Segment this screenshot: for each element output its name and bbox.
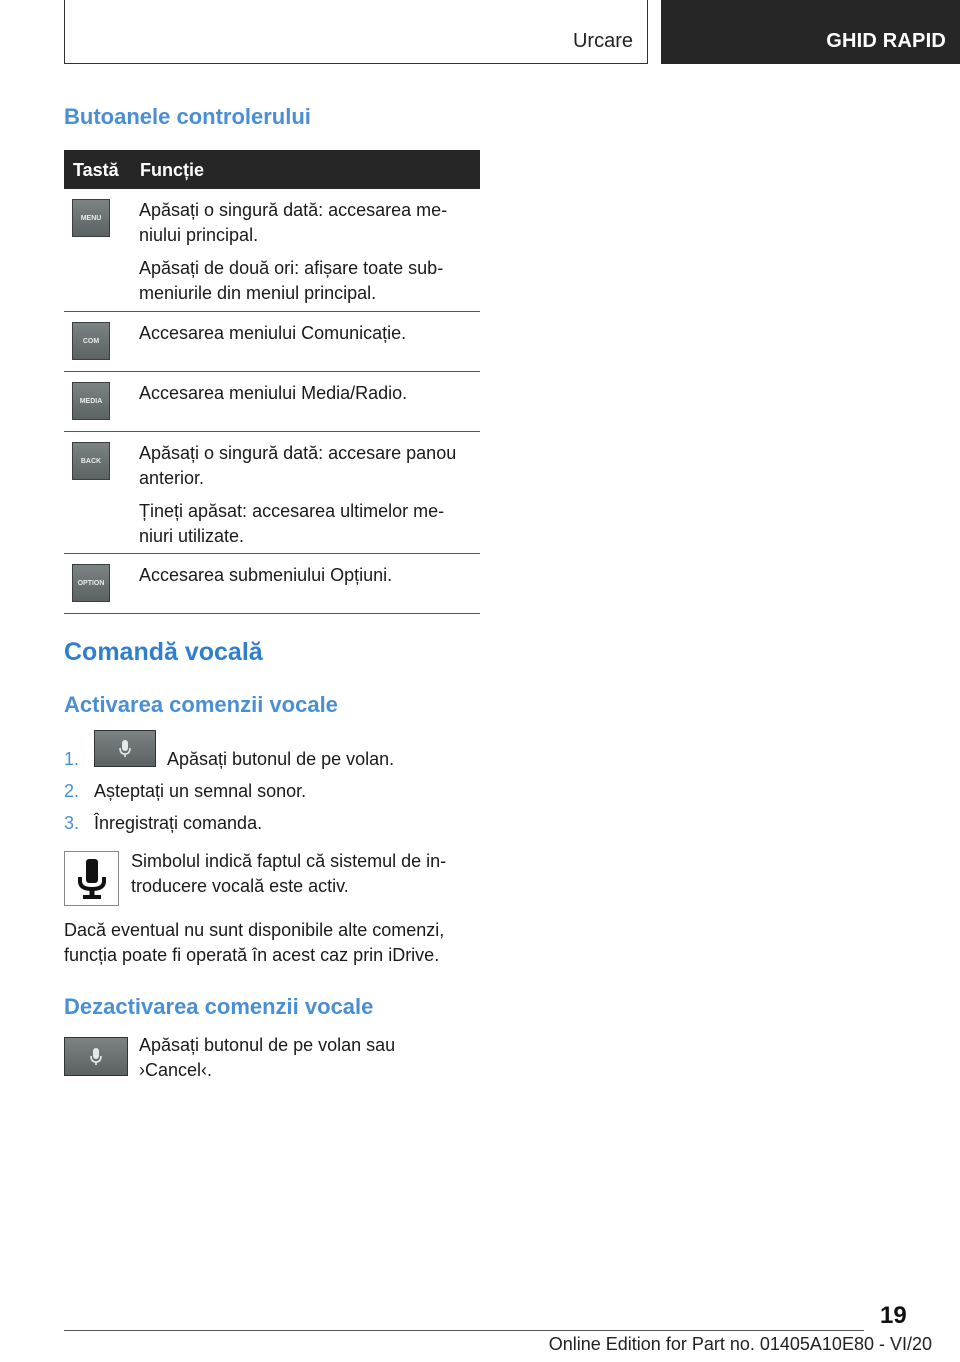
page-number: 19 (880, 1302, 907, 1329)
table-header (64, 150, 480, 189)
option-key-icon: OPTION (72, 564, 110, 602)
microphone-button-icon (94, 730, 156, 767)
step-number: 3. (64, 813, 80, 833)
voice-active-mic-icon (64, 851, 119, 906)
quick-guide-badge: GHID RAPID (826, 30, 946, 52)
row-function (139, 441, 475, 557)
microphone-button-icon (64, 1037, 128, 1076)
function-line: Apăsați o singură dată: accesarea me-niului principal. (139, 200, 448, 245)
row-function (139, 198, 475, 314)
function-line: Țineți apăsat: accesarea ultimelor me-niuri utilizate. (139, 501, 445, 546)
media-key-icon: MEDIA (72, 382, 110, 420)
function-line: Apăsați de două ori: afișare toate sub-meniurile din meniul principal. (139, 258, 444, 303)
footer-divider (64, 1330, 864, 1331)
function-line: Accesarea meniului Media/Radio. (139, 383, 408, 403)
step-number: 1. (64, 749, 80, 769)
table-row (64, 189, 480, 312)
deactivate-heading: Dezactivarea comenzii vocale (64, 994, 374, 1019)
table-row (64, 432, 480, 554)
deactivate-text: Apăsați butonul de pe volan sau ›Cancel‹. (139, 1035, 396, 1080)
controller-table (64, 150, 480, 614)
voice-active-note: Simbolul indică faptul că sistemul de in-troducere vocală este activ. (131, 851, 447, 896)
table-row (64, 312, 480, 372)
header-section-box (64, 0, 648, 64)
table-row (64, 372, 480, 432)
controller-heading: Butoanele controlerului (64, 104, 311, 129)
menu-key-icon: MENU (72, 199, 110, 237)
section-title: Urcare (572, 30, 633, 52)
fallback-paragraph: Dacă eventual nu sunt disponibile alte comenzi, funcția poate fi operată în acest caz prin iDrive. (64, 920, 445, 965)
header-badge-box (661, 0, 960, 64)
function-line: Apăsați o singură dată: accesare panou anterior. (139, 443, 457, 488)
function-line: Accesarea meniului Comunicație. (139, 323, 407, 343)
step-number: 2. (64, 781, 80, 801)
row-function (139, 563, 475, 596)
voice-heading: Comandă vocală (64, 638, 263, 666)
step-text: Înregistrați comanda. (94, 813, 263, 833)
function-line: Accesarea submeniului Opțiuni. (139, 565, 393, 585)
com-key-icon: COM (72, 322, 110, 360)
step-text: Așteptați un semnal sonor. (94, 781, 307, 801)
back-key-icon: BACK (72, 442, 110, 480)
step-text: Apăsați butonul de pe volan. (167, 749, 395, 769)
edition-info: Online Edition for Part no. 01405A10E80 - VI/20 (548, 1334, 932, 1354)
activate-heading: Activarea comenzii vocale (64, 692, 338, 717)
table-row (64, 554, 480, 614)
row-function (139, 321, 475, 354)
row-function (139, 381, 475, 414)
column-function: Funcție (140, 160, 205, 180)
column-key: Tastă (73, 160, 119, 180)
